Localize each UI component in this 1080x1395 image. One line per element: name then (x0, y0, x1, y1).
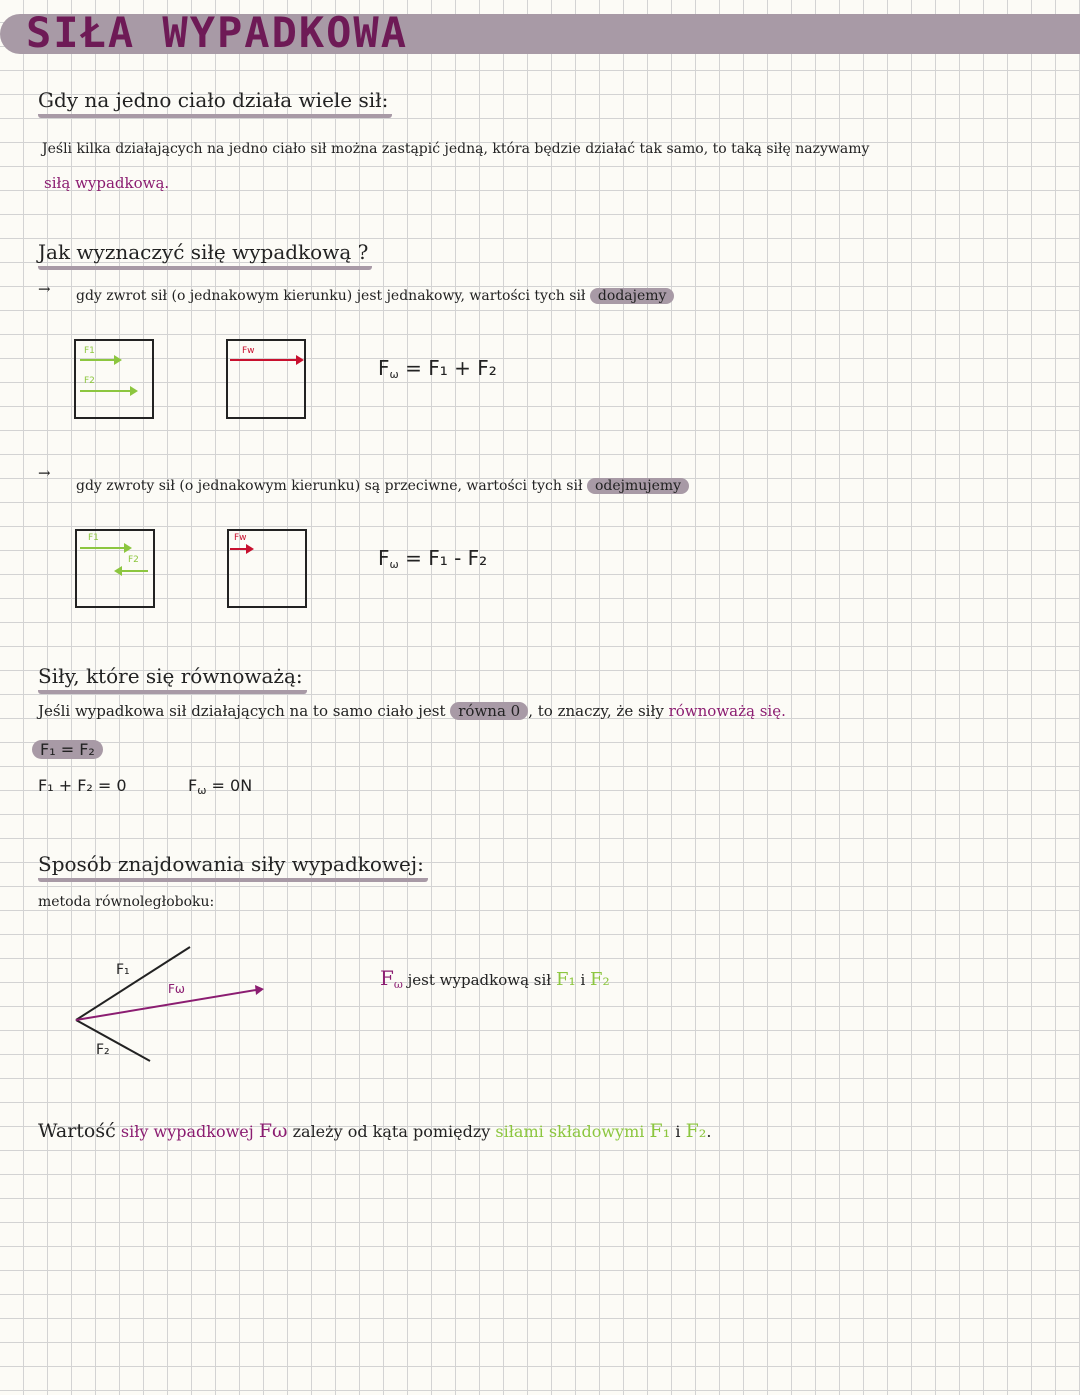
balance-zero-pill: równa 0 (450, 702, 528, 720)
bullet-arrow-2: → (38, 464, 51, 482)
label-fw-box2: Fw (234, 533, 247, 543)
caption-and: i (580, 971, 586, 989)
caption-fw: F (380, 966, 394, 990)
formula-diff-rhs: = F₁ - F₂ (405, 546, 488, 570)
rule-2-sentence: gdy zwroty sił (o jednakowym kierunku) są przeciwne, wartości tych sił (76, 478, 583, 494)
method-label: metoda równoległoboku: (38, 894, 215, 910)
conclusion-lead: Wartość (38, 1120, 116, 1142)
formula-diff-lhs: F (378, 546, 390, 570)
formula-sum-rhs: = F₁ + F₂ (405, 356, 497, 380)
formula-sum-sub: ω (389, 368, 399, 381)
caption-fw-sub: ω (393, 978, 403, 991)
vector-fw-line (76, 990, 256, 1020)
label-f1-box1: F1 (84, 346, 95, 356)
rule-2-action-pill: odejmujemy (587, 478, 689, 494)
eq-fw-symbol: F (188, 776, 198, 795)
vector-f2-line (76, 1020, 150, 1061)
definition-sentence: Jeśli kilka działających na jedno ciało sił można zastąpić jedną, która będzie działać tak samo, to taką siłę nazywamy (42, 141, 870, 157)
formula-sum-lhs: F (378, 356, 390, 380)
label-f2-box2: F2 (128, 555, 139, 565)
eq-fw-tail: = 0N (211, 776, 253, 795)
section-heading-forces: Gdy na jedno ciało działa wiele sił: (38, 88, 392, 118)
conclusion-components: siłami składowymi (495, 1122, 645, 1141)
conclusion-term: siły wypadkowej (120, 1122, 254, 1141)
conclusion-f2: F₂ (685, 1120, 707, 1142)
page-title: SIŁA WYPADKOWA (26, 8, 409, 57)
balance-term: równoważą się. (668, 702, 786, 720)
section-heading-method: Sposób znajdowania siły wypadkowej: (38, 852, 428, 882)
vector-fw-head (255, 985, 264, 995)
diagram-label-f1: F₁ (116, 962, 130, 978)
conclusion-fw: Fω (258, 1120, 288, 1142)
conclusion-f1: F₁ (649, 1120, 671, 1142)
conclusion-end: . (706, 1122, 712, 1141)
method-caption (380, 966, 610, 991)
diagram-label-fw: Fω (168, 982, 185, 996)
equation-equal-forces: F₁ = F₂ (32, 740, 103, 759)
label-f2-box1: F2 (84, 376, 95, 386)
caption-text: jest wypadkową sił (407, 971, 552, 989)
rule-1-sentence: gdy zwrot sił (o jednakowym kierunku) jest jednakowy, wartości tych sił (76, 288, 586, 304)
label-fw-box1: Fw (242, 346, 255, 356)
rule-1-action-pill: dodajemy (590, 288, 675, 304)
balance-sentence-b: , to znaczy, że siły (528, 702, 664, 720)
caption-f2: F₂ (590, 969, 610, 990)
label-f1-box2: F1 (88, 533, 99, 543)
eq-fw-sub: ω (197, 784, 207, 797)
definition-term: siłą wypadkową. (44, 174, 170, 192)
section-heading-how: Jak wyznaczyć siłę wypadkową ? (38, 240, 372, 270)
caption-f1: F₁ (555, 969, 576, 990)
equation-sum-zero: F₁ + F₂ = 0 (38, 776, 127, 795)
section-heading-balance: Siły, które się równoważą: (38, 664, 307, 694)
conclusion-text (38, 1120, 711, 1142)
formula-diff-sub: ω (389, 558, 399, 571)
conclusion-and: i (675, 1122, 681, 1141)
diagram-label-f2: F₂ (96, 1042, 110, 1058)
bullet-arrow-1: → (38, 280, 51, 298)
balance-sentence-a: Jeśli wypadkowa sił działających na to samo ciało jest (38, 702, 446, 720)
conclusion-middle: zależy od kąta pomiędzy (292, 1122, 491, 1141)
